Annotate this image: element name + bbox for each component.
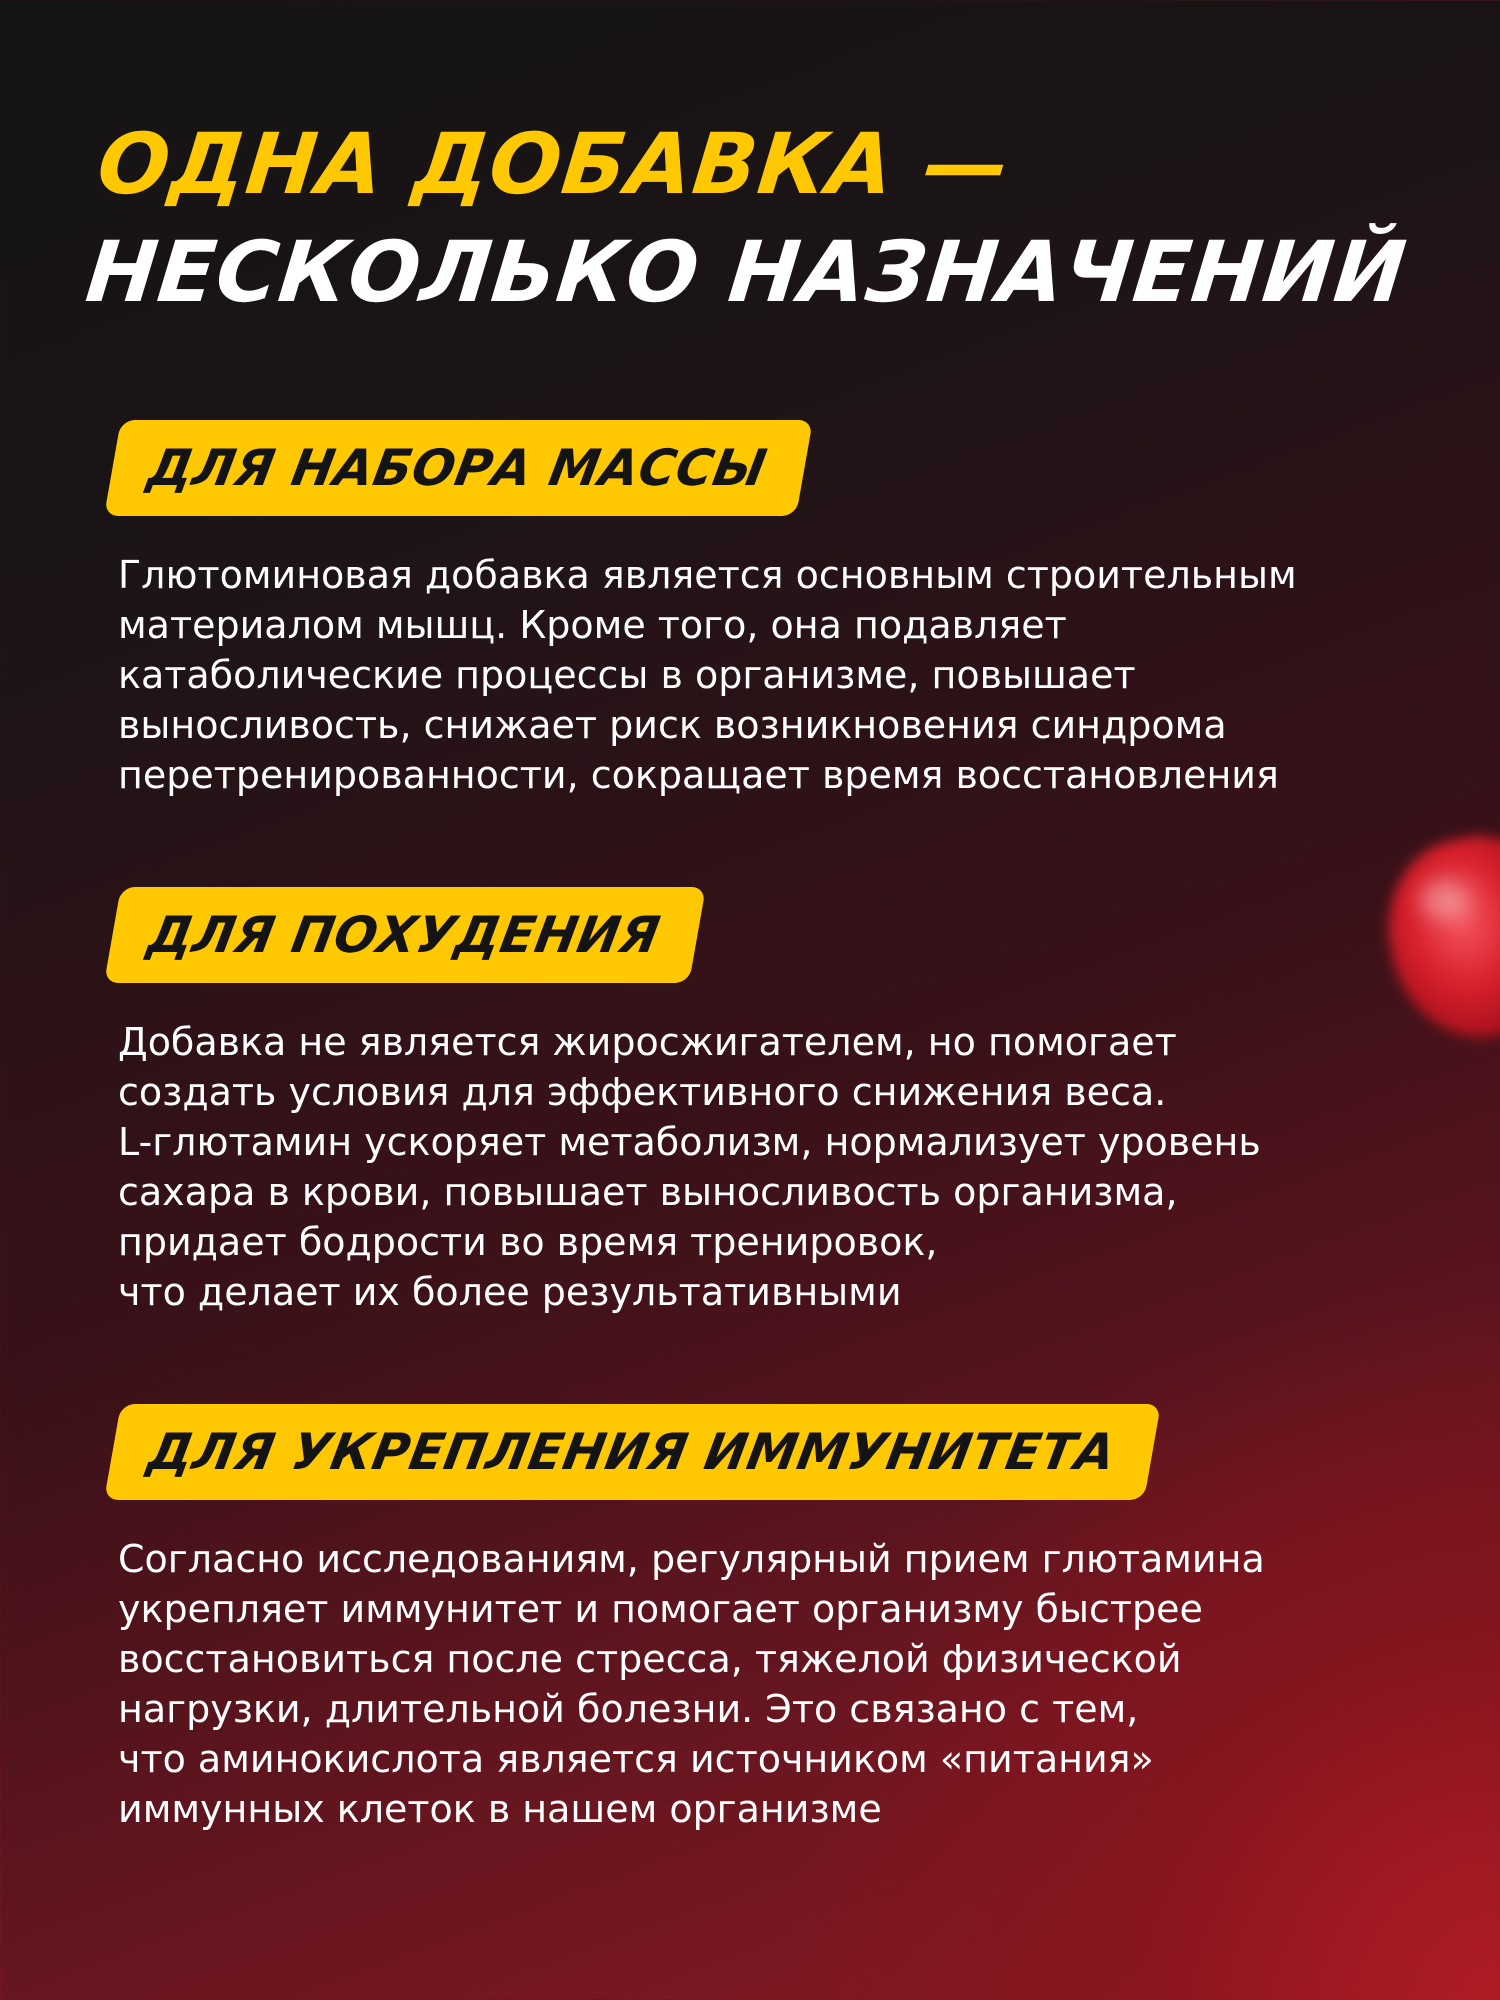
description-line: иммунных клеток в нашем организме	[118, 1787, 882, 1831]
section-description	[118, 550, 1404, 800]
section-badge	[104, 1404, 1161, 1500]
description-line: сахара в крови, повышает выносливость организма,	[118, 1170, 1178, 1214]
description-line: что аминокислота является источником «питания»	[118, 1737, 1154, 1781]
section-title: ДЛЯ ПОХУДЕНИЯ	[143, 906, 665, 964]
headline-line-1: ОДНА ДОБАВКА —	[93, 115, 1015, 213]
description-line: перетренированности, сокращает время восстановления	[118, 753, 1279, 797]
headline-line-2: НЕСКОЛЬКО НАЗНАЧЕНИЙ	[81, 223, 1412, 321]
description-line: укрепляет иммунитет и помогает организму быстрее	[118, 1587, 1203, 1631]
description-line: восстановиться после стресса, тяжелой физической	[118, 1637, 1182, 1681]
section-title: ДЛЯ НАБОРА МАССЫ	[143, 439, 772, 497]
description-line: материалом мышц. Кроме того, она подавляет	[118, 603, 1067, 647]
description-line: нагрузки, длительной болезни. Это связано с тем,	[118, 1687, 1139, 1731]
description-line: L-глютамин ускоряет метаболизм, нормализует уровень	[118, 1120, 1261, 1164]
description-line: Глютоминовая добавка является основным строительным	[118, 553, 1297, 597]
description-line: создать условия для эффективного снижения веса.	[118, 1070, 1167, 1114]
section-description	[118, 1534, 1404, 1834]
section-title: ДЛЯ УКРЕПЛЕНИЯ ИММУНИТЕТА	[143, 1423, 1121, 1481]
capsule-highlight	[1420, 880, 1470, 920]
section-badge	[104, 887, 706, 983]
description-line: что делает их более результативными	[118, 1270, 902, 1314]
description-line: Добавка не является жиросжигателем, но помогает	[118, 1020, 1177, 1064]
description-line: придает бодрости во время тренировок,	[118, 1220, 938, 1264]
page-headline	[81, 110, 1423, 326]
description-line: выносливость, снижает риск возникновения синдрома	[118, 703, 1227, 747]
section-badge	[104, 420, 812, 516]
section-mass-gain	[104, 420, 1404, 800]
section-weight-loss	[104, 887, 1404, 1317]
section-description	[118, 1017, 1404, 1317]
description-line: Согласно исследованиям, регулярный прием глютамина	[118, 1537, 1265, 1581]
section-immunity	[104, 1404, 1404, 1834]
description-line: катаболические процессы в организме, повышает	[118, 653, 1136, 697]
